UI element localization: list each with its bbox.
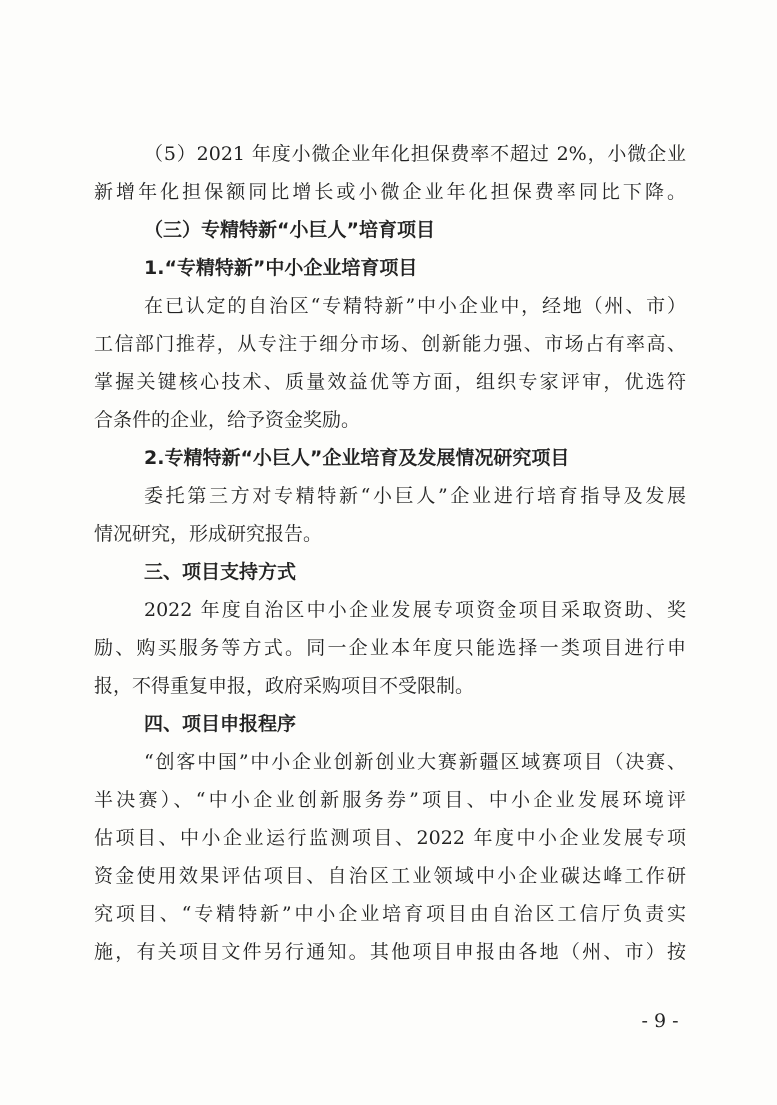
paragraph-line: 掌握关键核心技术、质量效益优等方面，组织专家评审，优选符: [94, 371, 686, 393]
subsection-heading: 1.“专精特新”中小企业培育项目: [144, 257, 418, 279]
paragraph-line: 工信部门推荐，从专注于细分市场、创新能力强、市场占有率高、: [94, 333, 686, 355]
paragraph-line: 励、购买服务等方式。同一企业本年度只能选择一类项目进行申: [94, 637, 686, 659]
paragraph-line: 新增年化担保额同比增长或小微企业年化担保费率同比下降。: [94, 181, 686, 203]
paragraph-line: 报，不得重复申报，政府采购项目不受限制。: [94, 675, 475, 697]
paragraph-line: 2022 年度自治区中小企业发展专项资金项目采取资助、奖: [144, 599, 686, 621]
paragraph-line: 估项目、中小企业运行监测项目、2022 年度中小企业发展专项: [94, 827, 686, 849]
paragraph-line: 合条件的企业，给予资金奖励。: [94, 409, 361, 431]
paragraph-line: 资金使用效果评估项目、自治区工业领域中小企业碳达峰工作研: [94, 865, 686, 887]
paragraph-line: 在已认定的自治区“专精特新”中小企业中，经地（州、市）: [144, 295, 686, 317]
section-heading: （三）专精特新“小巨人”培育项目: [144, 219, 435, 241]
section-heading: 三、项目支持方式: [144, 561, 297, 583]
page-number: - 9 -: [641, 1010, 679, 1032]
paragraph-line: “创客中国”中小企业创新创业大赛新疆区域赛项目（决赛、: [144, 751, 686, 773]
paragraph-line: 委托第三方对专精特新“小巨人”企业进行培育指导及发展: [144, 485, 686, 507]
section-heading: 四、项目申报程序: [144, 713, 297, 735]
paragraph-line: 半决赛）、“中小企业创新服务券”项目、中小企业发展环境评: [94, 789, 686, 811]
paragraph-line: 究项目、“专精特新”中小企业培育项目由自治区工信厅负责实: [94, 903, 686, 925]
paragraph-line: 情况研究，形成研究报告。: [94, 523, 323, 545]
subsection-heading: 2.专精特新“小巨人”企业培育及发展情况研究项目: [144, 447, 570, 469]
paragraph-line: （5）2021 年度小微企业年化担保费率不超过 2%，小微企业: [144, 143, 686, 165]
paragraph-line: 施，有关项目文件另行通知。其他项目申报由各地（州、市）按: [94, 941, 686, 963]
